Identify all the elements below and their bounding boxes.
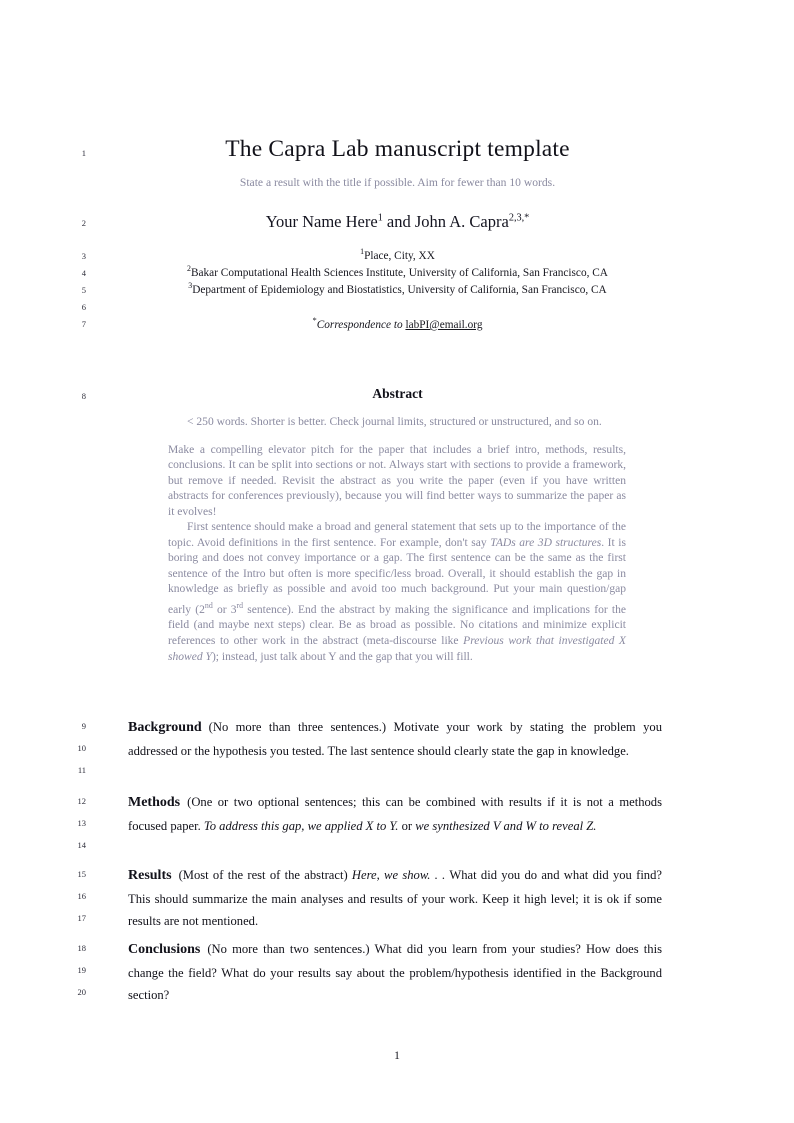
section-methods-heading: Methods — [128, 795, 181, 810]
line-number: 18 — [77, 943, 86, 953]
line-number: 19 — [77, 965, 86, 975]
line-number: 8 — [81, 391, 86, 401]
section-results-italic-1: Here, we show. . . — [351, 868, 446, 882]
abstract-p3-part-d: sentence). End the abstract by making the significance and implications for the field (and maybe next steps) clear. Be as broad as possible. No citations and minimize explicit references to other work in the abstract (meta-discourse like — [168, 603, 626, 647]
abstract-p3-part-c: or 3 — [212, 603, 237, 616]
affiliation-2 — [95, 265, 700, 279]
abstract-p3-part-a: First sentence should make a broad and general statement that sets up to the importance of the topic. Avoid definitions in the first sentence. For example, don't say — [168, 521, 626, 549]
line-number: 20 — [77, 987, 86, 997]
correspondence-email-link[interactable]: labPI@email.org — [405, 318, 483, 331]
section-results — [128, 864, 662, 933]
line-number: 15 — [77, 869, 86, 879]
abstract-paragraph-3 — [168, 520, 626, 665]
page-title: The Capra Lab manuscript template — [225, 136, 570, 162]
abstract-p3-sup-1: nd — [204, 601, 213, 611]
abstract-paragraph-1: < 250 words. Shorter is better. Check journal limits, structured or unstructured, and so on. — [187, 416, 602, 428]
section-methods-italic-1: To address this gap, we applied X to Y. — [203, 818, 399, 833]
section-background-heading: Background — [128, 720, 202, 735]
author-conjunction: and — [382, 212, 415, 231]
abstract-p3-part-b: . It is boring and does not convey importance or a gap. The first sentence can be the same as the first sentence of the Intro but often is more specific/less broad. Overall, it should establish the gap in knowledge as briefly as possible and avoid too much background. Put your main question/gap early (2 — [168, 536, 626, 616]
line-number: 17 — [77, 913, 86, 923]
line-number: 11 — [77, 765, 86, 775]
author-affil-marker-2: 2,3,* — [508, 212, 530, 224]
section-results-body-a: (Most of the rest of the abstract) — [178, 868, 352, 882]
abstract-heading: Abstract — [372, 386, 423, 401]
line-number: 7 — [81, 319, 86, 329]
affiliation-marker-1: 1 — [360, 247, 365, 256]
page-number: 1 — [394, 1050, 400, 1062]
author-name-2: John A. Capra — [414, 212, 509, 231]
section-conclusions-heading: Conclusions — [128, 942, 201, 957]
line-number: 4 — [81, 268, 86, 278]
abstract-p3-italic-2: Previous work that investigated X showed Y — [168, 634, 626, 663]
section-results-body-b: What did you do and what did you find? This should summarize the main analyses and results of your work. Keep it high level; it is ok if some results are not mentioned. — [128, 868, 662, 928]
section-conclusions-body: (No more than two sentences.) What did you learn from your studies? How does this change the field? What do your results say about the problem/hypothesis identified in the Background section? — [128, 942, 662, 1002]
line-number: 9 — [81, 721, 86, 731]
line-number: 3 — [81, 251, 86, 261]
affiliation-marker-3: 3 — [188, 281, 193, 290]
affiliation-text-2: Bakar Computational Health Sciences Institute, University of California, San Francisco, CA — [190, 266, 608, 279]
affiliation-text-3: Department of Epidemiology and Biostatistics, University of California, San Francisco, CA — [192, 283, 607, 296]
abstract-paragraph-2: Make a compelling elevator pitch for the paper that includes a brief intro, methods, results, conclusions. It can be split into sections or not. Always start with sections to provide a framework, but remove if needed. Revisit the abstract as you write the paper (even if you have written abstracts for conferences previously), because you will find better ways to summarize the paper as it evolves! — [168, 443, 626, 518]
line-number: 13 — [77, 818, 86, 828]
line-number: 2 — [81, 218, 86, 228]
section-results-heading: Results — [128, 868, 172, 883]
author-name-1: Your Name Here — [265, 212, 378, 231]
abstract-p3-part-e: ); instead, just talk about Y and the gap that you will fill. — [211, 650, 473, 663]
section-methods — [128, 791, 662, 837]
affiliation-marker-2: 2 — [187, 264, 191, 273]
section-background — [128, 716, 662, 762]
page-subtitle: State a result with the title if possible. Aim for fewer than 10 words. — [239, 176, 556, 190]
abstract-p3-sup-2: rd — [236, 601, 244, 611]
line-number: 12 — [77, 796, 86, 806]
correspondence-label: Correspondence to — [316, 318, 403, 331]
line-number: 6 — [81, 302, 86, 312]
affiliation-1 — [95, 248, 700, 262]
abstract-p3-italic-1: TADs are 3D structures — [490, 536, 602, 549]
correspondence-line — [125, 315, 670, 331]
line-number: 10 — [77, 743, 86, 753]
section-conclusions — [128, 938, 662, 1007]
line-number: 1 — [81, 148, 86, 158]
line-number: 5 — [81, 285, 86, 295]
affiliation-text-1: Place, City, XX — [364, 249, 435, 262]
section-methods-body-b: or — [398, 818, 416, 833]
section-methods-italic-2: we synthesized V and W to reveal Z. — [415, 818, 597, 833]
title-block — [125, 135, 670, 190]
line-number: 16 — [77, 891, 86, 901]
author-list — [125, 212, 670, 232]
abstract-body — [168, 415, 626, 665]
section-methods-body-a: (One or two optional sentences; this can be combined with results if it is not a methods focused paper. — [128, 795, 662, 833]
correspondence-marker: * — [312, 315, 317, 325]
affiliation-3 — [95, 282, 700, 296]
section-background-body: (No more than three sentences.) Motivate your work by stating the problem you addressed or the hypothesis you tested. The last sentence should clearly state the gap in knowledge. — [128, 720, 662, 758]
line-number: 14 — [77, 840, 86, 850]
author-affil-marker-1: 1 — [377, 212, 383, 224]
